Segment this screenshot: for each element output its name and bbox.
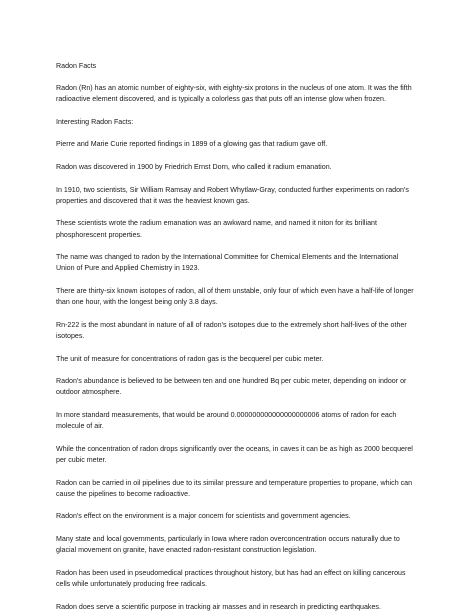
fact-paragraph: Radon was discovered in 1900 by Friedrich Ernst Dorn, who called it radium emanation. <box>56 162 332 171</box>
intro-paragraph: Radon (Rn) has an atomic number of eighty-six, with eighty-six protons in the nucleus of one atom. It was the fifth radioactive element discovered, and is typically a colorless gas that puts off an intense glow when frozen. <box>56 84 412 104</box>
fact-paragraph: The unit of measure for concentrations of radon gas is the becquerel per cubic meter. <box>56 354 324 363</box>
fact-paragraph: In 1910, two scientists, Sir William Ramsay and Robert Whytlaw-Gray, conducted further experiments on radon's properties and discovered that it was the heaviest known gas. <box>56 185 409 205</box>
fact-paragraph: These scientists wrote the radium emanation was an awkward name, and named it niton for its brilliant phosphorescent properties. <box>56 219 377 239</box>
fact-paragraph: Rn-222 is the most abundant in nature of all of radon's isotopes due to the extremely short half-lives of the other isotopes. <box>56 320 407 340</box>
fact-paragraph: Pierre and Marie Curie reported findings in 1899 of a glowing gas that radium gave off. <box>56 140 328 149</box>
fact-paragraph: There are thirty-six known isotopes of radon, all of them unstable, only four of which even have a half-life of longer than one hour, with the longest being only 3.8 days. <box>56 286 414 307</box>
section-heading: Interesting Radon Facts: <box>56 117 134 126</box>
fact-paragraph: Radon's effect on the environment is a major concern for scientists and government agencies. <box>56 512 351 521</box>
fact-paragraph: In more standard measurements, that would be around 0.000000000000000000006 atoms of radon for each molecule of air. <box>56 410 397 431</box>
fact-paragraph: Radon's abundance is believed to be between ten and one hundred Bq per cubic meter, depending on indoor or outdoor atmosphere. <box>56 377 407 397</box>
fact-paragraph: The name was changed to radon by the International Committee for Chemical Elements and the International Union of Pure and Applied Chemistry in 1923. <box>56 253 399 273</box>
fact-paragraph: Radon has been used in pseudomedical practices throughout history, but has had an effect on killing cancerous cells while unfortunately producing free radicals. <box>56 568 406 588</box>
document-title: Radon Facts <box>56 62 97 70</box>
fact-paragraph: While the concentration of radon drops significantly over the oceans, in caves it can be as high as 2000 becquerel per cubic meter. <box>56 444 413 464</box>
fact-paragraph: Many state and local governments, particularly in Iowa where radon overconcentration occurs naturally due to glacial movement on granite, have enacted radon-resistant construction legislation. <box>56 534 400 555</box>
fact-paragraph: Radon can be carried in oil pipelines due to its similar pressure and temperature properties to propane, which can cause the pipelines to become radioactive. <box>56 478 413 498</box>
fact-paragraph: Radon does serve a scientific purpose in tracking air masses and in research in predicting earthquakes. <box>56 602 381 611</box>
